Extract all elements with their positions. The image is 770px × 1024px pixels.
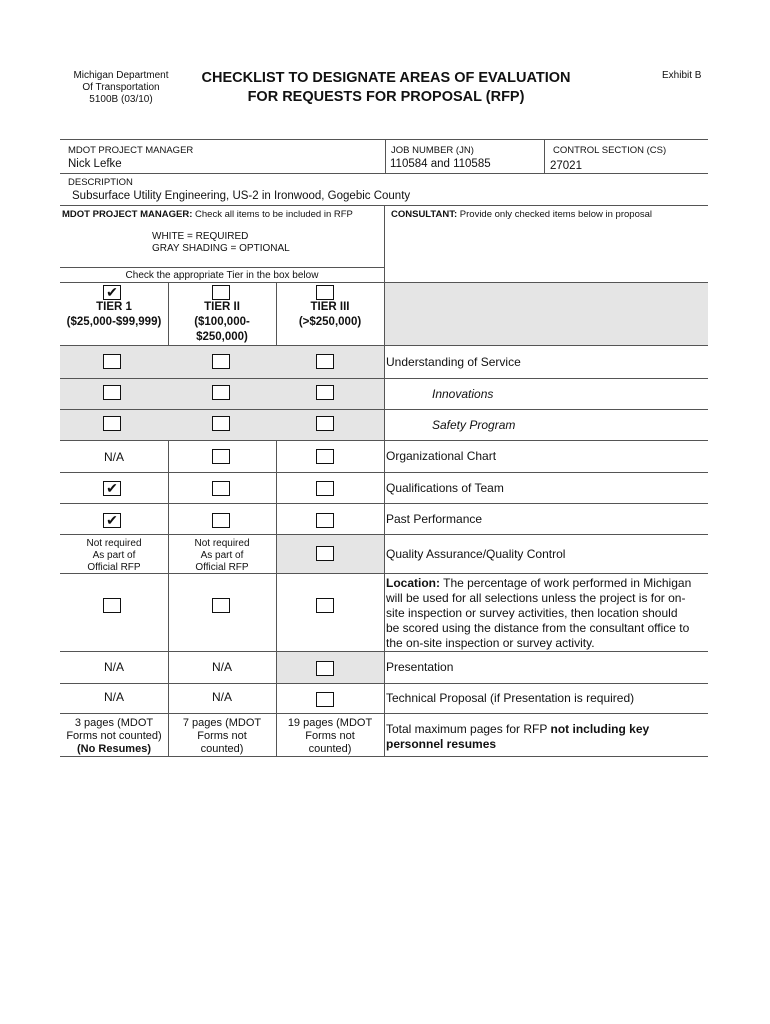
row-technical-tier-3-checkbox[interactable] xyxy=(316,692,334,707)
location-text: The percentage of work performed in Michigan xyxy=(440,576,692,590)
divider xyxy=(544,139,545,173)
consultant-instruction-bold: CONSULTANT: xyxy=(391,209,458,220)
row-label-understanding: Understanding of Service xyxy=(386,355,521,369)
divider xyxy=(60,503,708,504)
consultant-instruction xyxy=(391,209,652,220)
pages-line: Forms not counted) xyxy=(66,730,162,742)
tier-2-range-2: $250,000) xyxy=(196,331,248,343)
note-line: Not required xyxy=(86,538,142,549)
row-qualifications-tier-3-checkbox[interactable] xyxy=(316,481,334,496)
tier-1-name: TIER 1 xyxy=(96,301,132,313)
note-line: Official RFP xyxy=(87,562,141,573)
tier-3-checkbox[interactable] xyxy=(316,285,334,300)
note-line: Official RFP xyxy=(195,562,249,573)
row-qa-tier-3-checkbox[interactable] xyxy=(316,546,334,561)
row-qa-tier-2-note xyxy=(168,538,276,574)
row-understanding-tier-3-checkbox[interactable] xyxy=(316,354,334,369)
divider xyxy=(60,440,708,441)
divider xyxy=(60,713,708,714)
agency-name-2: Of Transportation xyxy=(82,82,160,93)
agency-block xyxy=(58,70,184,106)
row-presentation-tier-2-na: N/A xyxy=(211,660,232,674)
row-label-presentation: Presentation xyxy=(386,660,454,674)
jn-label: JOB NUMBER (JN) xyxy=(391,145,474,156)
row-label-innovations: Innovations xyxy=(432,387,494,401)
tier-1-range: ($25,000-$99,999) xyxy=(66,316,162,328)
divider xyxy=(60,651,708,652)
tier-1-checkbox[interactable] xyxy=(103,285,121,300)
row-past-performance-tier-1-checkbox[interactable] xyxy=(103,513,121,528)
row-safety-tier-2-checkbox[interactable] xyxy=(212,416,230,431)
shaded-cell xyxy=(385,283,708,345)
location-text: site inspection or survey activities, then location should xyxy=(386,606,678,620)
pm-instruction-bold: MDOT PROJECT MANAGER: xyxy=(62,209,193,220)
divider xyxy=(60,573,708,574)
title-line-2: FOR REQUESTS FOR PROPOSAL (RFP) xyxy=(247,89,525,105)
manager-value[interactable]: Nick Lefke xyxy=(68,158,122,170)
divider xyxy=(60,756,708,757)
row-presentation-tier-1-na: N/A xyxy=(103,660,124,674)
tier-2-range: ($100,000- xyxy=(194,316,250,328)
row-location-tier-2-checkbox[interactable] xyxy=(212,598,230,613)
row-label-qualifications: Qualifications of Team xyxy=(386,481,504,495)
note-line: As part of xyxy=(200,550,244,561)
row-orgchart-tier-3-checkbox[interactable] xyxy=(316,449,334,464)
pages-bold: not including key xyxy=(550,722,650,736)
row-presentation-tier-3-checkbox[interactable] xyxy=(316,661,334,676)
location-text: will be used for all selections unless the project is for on- xyxy=(386,591,686,605)
row-pages-tier-2 xyxy=(168,717,276,756)
tier-3-header xyxy=(276,300,384,330)
row-past-performance-tier-3-checkbox[interactable] xyxy=(316,513,334,528)
row-understanding-tier-2-checkbox[interactable] xyxy=(212,354,230,369)
check-icon: ✔ xyxy=(106,512,118,528)
divider xyxy=(60,173,708,174)
row-innovations-tier-3-checkbox[interactable] xyxy=(316,385,334,400)
row-safety-tier-1-checkbox[interactable] xyxy=(103,416,121,431)
pages-line: Forms not xyxy=(305,730,355,742)
pm-instruction-text: Check all items to be included in RFP xyxy=(195,209,353,220)
row-orgchart-tier-1-na: N/A xyxy=(103,450,124,464)
row-qa-tier-1-note xyxy=(60,538,168,574)
manager-label: MDOT PROJECT MANAGER xyxy=(68,145,194,156)
consultant-instruction-text: Provide only checked items below in proposal xyxy=(459,209,652,220)
tier-3-range: (>$250,000) xyxy=(298,316,362,328)
row-label-qa: Quality Assurance/Quality Control xyxy=(386,547,566,561)
row-pages-tier-1 xyxy=(60,717,168,756)
pages-line: 7 pages (MDOT xyxy=(182,717,262,729)
pages-text: Total maximum pages for RFP xyxy=(386,722,551,736)
row-technical-tier-1-na: N/A xyxy=(103,690,124,704)
divider xyxy=(60,683,708,684)
page-title xyxy=(186,69,586,107)
tier-2-checkbox[interactable] xyxy=(212,285,230,300)
row-label-safety: Safety Program xyxy=(432,418,516,432)
row-label-pages xyxy=(386,722,708,752)
row-understanding-tier-1-checkbox[interactable] xyxy=(103,354,121,369)
note-line: Not required xyxy=(194,538,250,549)
tier-1-header xyxy=(60,300,168,330)
row-label-location xyxy=(386,576,708,651)
tier-2-header xyxy=(168,300,276,345)
row-label-orgchart: Organizational Chart xyxy=(386,449,497,463)
legend-white: WHITE = REQUIRED xyxy=(152,231,249,242)
agency-name: Michigan Department xyxy=(73,70,169,81)
location-bold: Location: xyxy=(386,576,440,590)
form-number: 5100B (03/10) xyxy=(89,94,153,105)
divider xyxy=(60,139,708,140)
legend xyxy=(152,231,290,255)
title-line-1: CHECKLIST TO DESIGNATE AREAS OF EVALUATION xyxy=(201,70,571,86)
cs-value[interactable]: 27021 xyxy=(550,160,582,172)
pages-line: Forms not xyxy=(197,730,247,742)
row-label-past-performance: Past Performance xyxy=(386,512,483,526)
location-text: the on-site inspection or survey activity. xyxy=(386,636,595,650)
divider xyxy=(60,472,708,473)
pages-line: counted) xyxy=(308,743,352,755)
row-location-tier-3-checkbox[interactable] xyxy=(316,598,334,613)
pages-line: counted) xyxy=(200,743,244,755)
row-qualifications-tier-1-checkbox[interactable] xyxy=(103,481,121,496)
exhibit-label: Exhibit B xyxy=(662,70,702,81)
divider xyxy=(60,534,708,535)
cs-label: CONTROL SECTION (CS) xyxy=(553,145,667,156)
legend-gray: GRAY SHADING = OPTIONAL xyxy=(152,243,290,254)
pages-line: 19 pages (MDOT xyxy=(287,717,373,729)
pages-line: (No Resumes) xyxy=(77,743,151,755)
row-pages-tier-3 xyxy=(276,717,384,756)
row-innovations-tier-2-checkbox[interactable] xyxy=(212,385,230,400)
pages-bold-2: personnel resumes xyxy=(386,737,497,751)
check-icon: ✔ xyxy=(106,480,118,496)
location-text: be scored using the distance from the consultant office to xyxy=(386,621,690,635)
row-location-tier-1-checkbox[interactable] xyxy=(103,598,121,613)
row-label-technical: Technical Proposal (if Presentation is required) xyxy=(386,691,635,705)
row-technical-tier-2-na: N/A xyxy=(211,690,232,704)
row-past-performance-tier-2-checkbox[interactable] xyxy=(212,513,230,528)
row-orgchart-tier-2-checkbox[interactable] xyxy=(212,449,230,464)
row-safety-tier-3-checkbox[interactable] xyxy=(316,416,334,431)
note-line: As part of xyxy=(92,550,136,561)
divider xyxy=(385,139,386,173)
divider xyxy=(60,267,384,268)
row-qualifications-tier-2-checkbox[interactable] xyxy=(212,481,230,496)
check-icon: ✔ xyxy=(106,284,118,300)
description-label: DESCRIPTION xyxy=(68,177,133,188)
tier-prompt: Check the appropriate Tier in the box below xyxy=(125,270,319,281)
pm-instruction xyxy=(62,209,353,220)
jn-value[interactable]: 110584 and 110585 xyxy=(390,158,491,170)
row-innovations-tier-1-checkbox[interactable] xyxy=(103,385,121,400)
description-value[interactable]: Subsurface Utility Engineering, US-2 in Ironwood, Gogebic County xyxy=(72,190,411,202)
tier-3-name: TIER III xyxy=(310,301,350,313)
pages-line: 3 pages (MDOT xyxy=(74,717,154,729)
tier-2-name: TIER II xyxy=(204,301,240,313)
